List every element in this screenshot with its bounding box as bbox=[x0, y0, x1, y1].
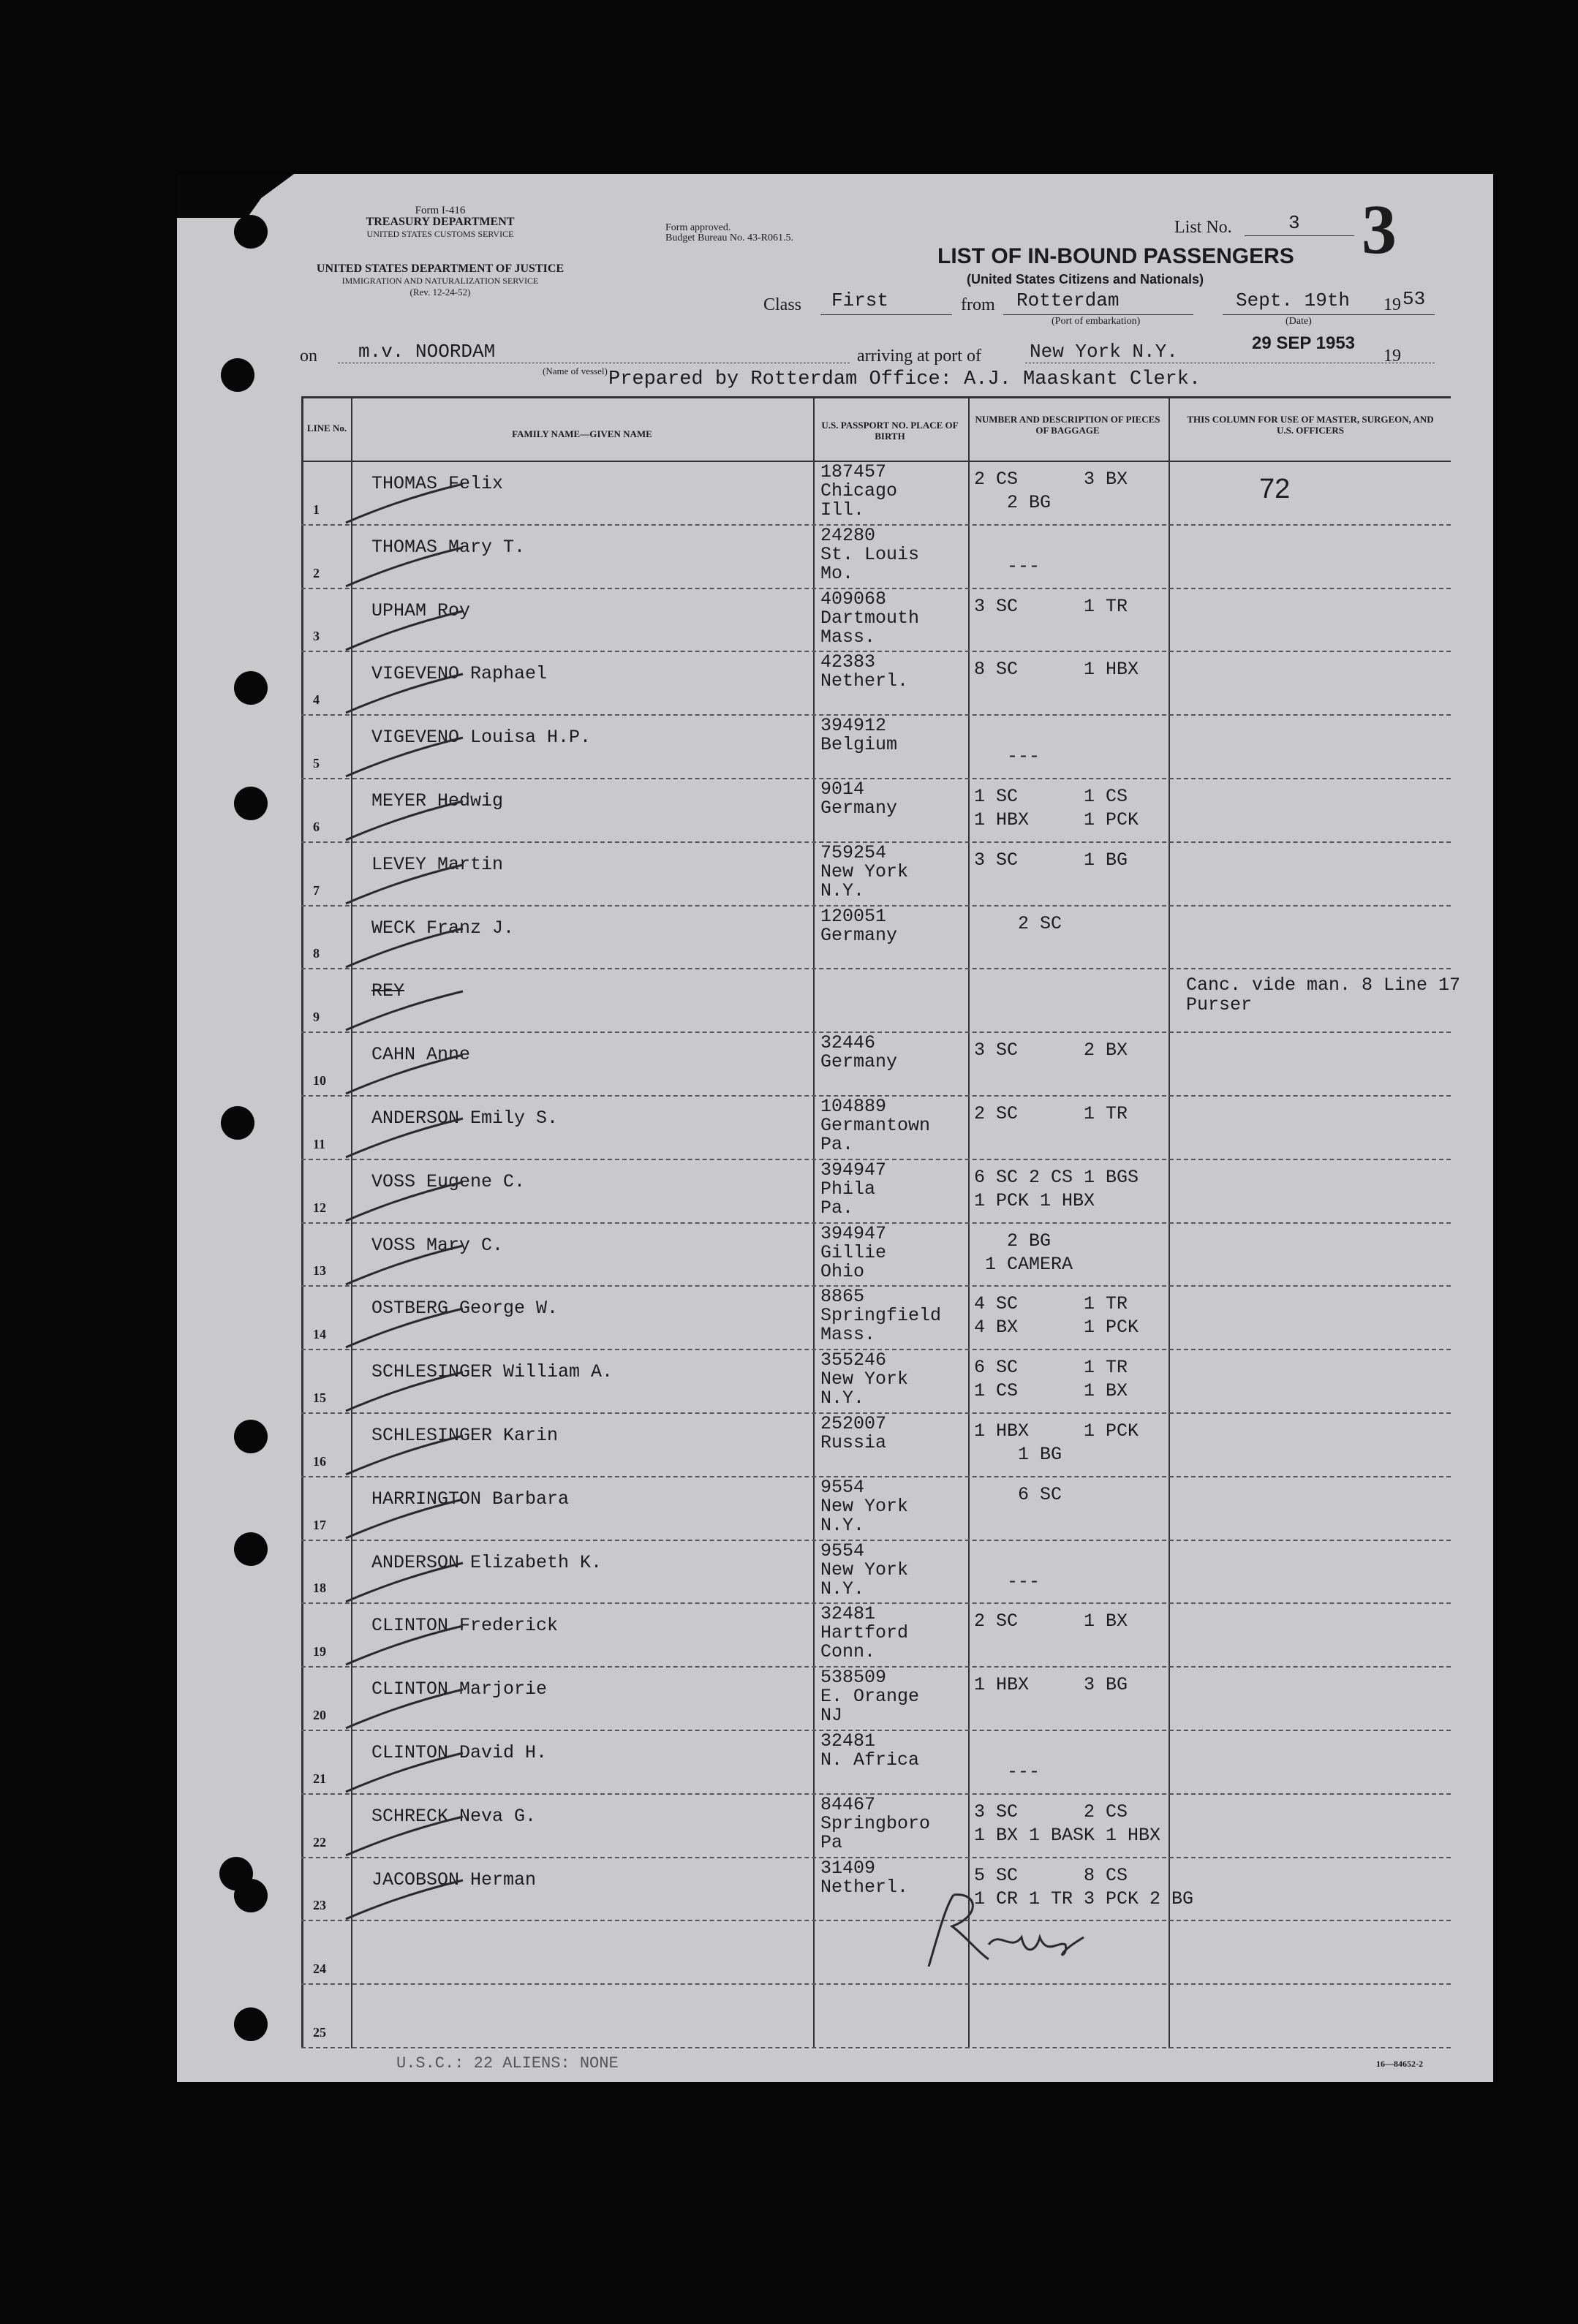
arrival-port: New York N.Y. bbox=[1030, 341, 1178, 363]
birthplace-line2: N.Y. bbox=[820, 1388, 865, 1409]
passport-number: 104889 bbox=[820, 1096, 887, 1117]
line-number: 5 bbox=[313, 756, 320, 771]
date-year: 53 bbox=[1403, 288, 1426, 310]
line-number: 1 bbox=[313, 501, 320, 517]
baggage-line1: 5 SC 8 CS bbox=[974, 1864, 1128, 1886]
binder-hole bbox=[221, 1106, 254, 1140]
line-number: 8 bbox=[313, 946, 320, 961]
check-mark-icon bbox=[342, 1879, 467, 1923]
birthplace-line1: N. Africa bbox=[820, 1749, 920, 1771]
check-mark-icon bbox=[342, 1117, 467, 1161]
line-number: 3 bbox=[313, 629, 320, 644]
check-mark-icon bbox=[342, 1371, 467, 1415]
passenger-name: REY bbox=[371, 980, 405, 1002]
row-divider bbox=[301, 1540, 1451, 1541]
check-mark-icon bbox=[342, 546, 467, 590]
passenger-name: WECK Franz J. bbox=[371, 917, 515, 939]
form-number: Form I-416 bbox=[415, 205, 466, 216]
prepared-by: Prepared by Rotterdam Office: A.J. Maaskant Clerk. bbox=[608, 368, 1201, 390]
officer-note: 72 bbox=[1259, 474, 1291, 504]
birthplace-line2: Ohio bbox=[820, 1260, 865, 1282]
date-year-prefix: 19 bbox=[1383, 295, 1401, 314]
line-number: 14 bbox=[313, 1327, 326, 1342]
binder-hole bbox=[234, 1420, 268, 1453]
passport-number: 394947 bbox=[820, 1159, 887, 1181]
passport-number: 394947 bbox=[820, 1222, 887, 1244]
line-number: 17 bbox=[313, 1517, 326, 1532]
line-number: 4 bbox=[313, 692, 320, 708]
birthplace-line1: Netherl. bbox=[820, 670, 909, 692]
passenger-name: VOSS Mary C. bbox=[371, 1234, 504, 1256]
binder-hole bbox=[234, 215, 268, 249]
baggage-line1: 1 HBX 1 PCK bbox=[974, 1420, 1139, 1442]
passenger-name: CLINTON David H. bbox=[371, 1742, 548, 1763]
line-number: 15 bbox=[313, 1390, 326, 1405]
column-header-passport: U.S. PASSPORT NO. PLACE OF BIRTH bbox=[821, 420, 959, 442]
line-number: 20 bbox=[313, 1708, 326, 1722]
passport-number: 8865 bbox=[820, 1286, 865, 1308]
passenger-name: OSTBERG George W. bbox=[371, 1298, 559, 1320]
birthplace-line2: N.Y. bbox=[820, 879, 865, 901]
form-approved: Form approved. bbox=[665, 222, 731, 233]
document-subtitle: (United States Citizens and Nationals) bbox=[967, 272, 1204, 287]
birthplace-line1: New York bbox=[820, 860, 909, 882]
baggage-line1: 6 SC 2 CS 1 BGS bbox=[974, 1166, 1139, 1188]
row-divider bbox=[301, 1983, 1451, 1985]
binder-hole bbox=[234, 787, 268, 820]
baggage-line2: 1 CR 1 TR 3 PCK 2 BG bbox=[974, 1888, 1194, 1909]
row-divider bbox=[301, 1476, 1451, 1477]
column-header-baggage: NUMBER AND DESCRIPTION OF PIECES OF BAGGAGE bbox=[975, 414, 1160, 436]
binder-hole bbox=[234, 2007, 268, 2041]
baggage-line1: 2 SC 1 TR bbox=[974, 1103, 1128, 1124]
footer-summary: U.S.C.: 22 ALIENS: NONE bbox=[396, 2054, 619, 2073]
birthplace-line1: St. Louis bbox=[820, 543, 920, 565]
check-mark-icon bbox=[342, 673, 467, 716]
birthplace-line1: Chicago bbox=[820, 480, 898, 501]
line-number: 19 bbox=[313, 1644, 326, 1659]
baggage-line1: 3 SC 2 BX bbox=[974, 1040, 1128, 1061]
check-mark-icon bbox=[342, 1244, 467, 1288]
baggage-line1: 1 SC 1 CS bbox=[974, 786, 1128, 807]
signature bbox=[908, 1886, 1098, 1977]
print-code: 16—84652-2 bbox=[1376, 2059, 1423, 2069]
passenger-name: VIGEVENO Louisa H.P. bbox=[371, 727, 592, 749]
line-number: 18 bbox=[313, 1581, 326, 1596]
check-mark-icon bbox=[342, 1434, 467, 1478]
birthplace-line1: Belgium bbox=[820, 734, 898, 756]
birthplace-line1: Phila bbox=[820, 1178, 876, 1200]
binder-hole bbox=[234, 1879, 268, 1912]
check-mark-icon bbox=[342, 990, 467, 1034]
passport-number: 394912 bbox=[820, 715, 887, 737]
passenger-name: ANDERSON Emily S. bbox=[371, 1108, 559, 1129]
baggage-line1: 4 SC 1 TR bbox=[974, 1293, 1128, 1315]
baggage-line2: --- bbox=[974, 555, 1041, 577]
binder-hole bbox=[234, 1532, 268, 1566]
date-value: Sept. 19th bbox=[1236, 289, 1351, 311]
baggage-line1: 6 SC 1 TR bbox=[974, 1357, 1128, 1379]
line-number: 16 bbox=[313, 1453, 326, 1469]
check-mark-icon bbox=[342, 1562, 467, 1605]
passport-number: 9554 bbox=[820, 1540, 865, 1562]
revision-label: (Rev. 12-24-52) bbox=[409, 287, 471, 298]
baggage-line2: 1 BX 1 BASK 1 HBX bbox=[974, 1824, 1161, 1846]
line-number: 24 bbox=[313, 1961, 326, 1977]
column-header-line-no: LINE No. bbox=[306, 423, 347, 434]
passport-number: 9014 bbox=[820, 779, 865, 800]
birthplace-line1: Germany bbox=[820, 1051, 898, 1073]
baggage-line1: 2 SC bbox=[974, 912, 1062, 934]
check-mark-icon bbox=[342, 1181, 467, 1225]
birthplace-line2: Mass. bbox=[820, 626, 876, 648]
class-value: First bbox=[831, 289, 889, 311]
passenger-name: UPHAM Roy bbox=[371, 599, 471, 621]
passenger-name: SCHLESINGER Karin bbox=[371, 1425, 559, 1446]
passenger-name: CLINTON Marjorie bbox=[371, 1678, 548, 1700]
justice-label: UNITED STATES DEPARTMENT OF JUSTICE bbox=[316, 262, 565, 275]
passenger-name: SCHLESINGER William A. bbox=[371, 1361, 614, 1383]
row-divider bbox=[301, 1857, 1451, 1858]
signature-scribble bbox=[908, 1886, 1098, 1974]
baggage-line2: 4 BX 1 PCK bbox=[974, 1317, 1139, 1339]
birthplace-line1: New York bbox=[820, 1559, 909, 1581]
passenger-name: VOSS Eugene C. bbox=[371, 1170, 526, 1192]
line-number: 2 bbox=[313, 565, 320, 580]
line-number: 6 bbox=[313, 819, 320, 834]
baggage-line2: 2 BG bbox=[974, 492, 1052, 513]
check-mark-icon bbox=[342, 736, 467, 780]
line-number: 7 bbox=[313, 882, 320, 898]
officer-note: Canc. vide man. 8 Line 17 Purser bbox=[1186, 974, 1461, 1016]
birthplace-line1: Germany bbox=[820, 924, 898, 946]
line-number: 23 bbox=[313, 1898, 326, 1913]
passport-number: 252007 bbox=[820, 1413, 887, 1434]
baggage-line1: 8 SC 1 HBX bbox=[974, 659, 1139, 681]
birthplace-line2: N.Y. bbox=[820, 1514, 865, 1536]
passenger-name: LEVEY Martin bbox=[371, 853, 504, 875]
birthplace-line2: Conn. bbox=[820, 1641, 876, 1663]
row-divider bbox=[301, 1793, 1451, 1795]
line-number: 13 bbox=[313, 1263, 326, 1279]
arrival-date-stamp: 29 SEP 1953 bbox=[1252, 333, 1356, 353]
column-header-officers: THIS COLUMN FOR USE OF MASTER, SURGEON, AND U.S. OFFICERS bbox=[1187, 414, 1434, 436]
birthplace-line1: New York bbox=[820, 1495, 909, 1517]
passenger-name: SCHRECK Neva G. bbox=[371, 1805, 537, 1827]
row-divider bbox=[301, 1920, 1451, 1921]
passport-number: 32481 bbox=[820, 1603, 876, 1625]
list-no-value: 3 bbox=[1288, 212, 1300, 234]
row-divider bbox=[301, 1730, 1451, 1731]
from-label: from bbox=[961, 295, 995, 314]
passport-number: 409068 bbox=[820, 588, 887, 610]
baggage-line2: --- bbox=[974, 1761, 1041, 1782]
check-mark-icon bbox=[342, 482, 467, 526]
passenger-name: JACOBSON Herman bbox=[371, 1869, 537, 1890]
passport-number: 759254 bbox=[820, 841, 887, 863]
on-label: on bbox=[300, 347, 317, 366]
passenger-name: VIGEVENO Raphael bbox=[371, 663, 548, 685]
passport-number: 187457 bbox=[820, 461, 887, 482]
row-divider bbox=[301, 524, 1451, 526]
birthplace-line1: Hartford bbox=[820, 1622, 909, 1644]
line-number: 10 bbox=[313, 1073, 326, 1088]
manifest-page bbox=[177, 174, 1493, 2082]
passport-number: 9554 bbox=[820, 1476, 865, 1498]
vessel-caption: (Name of vessel) bbox=[543, 366, 608, 376]
line-number: 9 bbox=[313, 1010, 320, 1025]
check-mark-icon bbox=[342, 863, 467, 907]
binder-hole bbox=[234, 671, 268, 705]
check-mark-icon bbox=[342, 1498, 467, 1542]
line-number: 25 bbox=[313, 2025, 326, 2040]
birthplace-line1: Germantown bbox=[820, 1115, 931, 1136]
baggage-line1: 6 SC bbox=[974, 1483, 1062, 1505]
passport-number: 84467 bbox=[820, 1793, 876, 1815]
passenger-name: THOMAS Mary T. bbox=[371, 536, 526, 558]
birthplace-line2: Pa bbox=[820, 1831, 843, 1853]
passenger-name: MEYER Hedwig bbox=[371, 790, 504, 811]
passport-number: 42383 bbox=[820, 651, 876, 673]
birthplace-line2: N.Y. bbox=[820, 1578, 865, 1600]
line-number: 11 bbox=[313, 1136, 326, 1151]
passport-number: 31409 bbox=[820, 1857, 876, 1879]
arrival-year-prefix: 19 bbox=[1383, 347, 1401, 366]
passenger-name: HARRINGTON Barbara bbox=[371, 1488, 570, 1510]
row-divider bbox=[301, 2047, 1451, 2048]
birthplace-line2: Pa. bbox=[820, 1197, 854, 1219]
date-caption: (Date) bbox=[1286, 316, 1312, 327]
row-divider bbox=[301, 1285, 1451, 1287]
baggage-line2: 1 PCK 1 HBX bbox=[974, 1189, 1095, 1211]
document-title: LIST OF IN-BOUND PASSENGERS bbox=[937, 244, 1294, 268]
passport-number: 32481 bbox=[820, 1730, 876, 1752]
row-divider bbox=[301, 1032, 1451, 1033]
baggage-line1: 2 BG bbox=[974, 1230, 1052, 1252]
birthplace-line1: New York bbox=[820, 1369, 909, 1390]
birthplace-line2: Ill. bbox=[820, 499, 865, 521]
passport-number: 24280 bbox=[820, 524, 876, 546]
from-value: Rotterdam bbox=[1016, 289, 1120, 311]
line-number: 22 bbox=[313, 1834, 326, 1850]
birthplace-line1: Gillie bbox=[820, 1241, 887, 1263]
baggage-line2: --- bbox=[974, 1570, 1041, 1592]
budget-number: Budget Bureau No. 43-R061.5. bbox=[665, 232, 793, 243]
baggage-line1: 3 SC 2 CS bbox=[974, 1801, 1128, 1823]
list-no-label: List No. bbox=[1174, 218, 1232, 237]
check-mark-icon bbox=[342, 610, 467, 654]
birthplace-line1: Springfield bbox=[820, 1305, 942, 1327]
baggage-line2: 1 CAMERA bbox=[974, 1253, 1073, 1275]
row-divider bbox=[301, 1602, 1451, 1604]
passport-number: 120051 bbox=[820, 905, 887, 927]
passenger-name: CLINTON Frederick bbox=[371, 1615, 559, 1637]
stamped-list-number: 3 bbox=[1362, 190, 1397, 268]
baggage-line1: 1 HBX 3 BG bbox=[974, 1674, 1128, 1696]
line-number: 12 bbox=[313, 1200, 326, 1215]
binder-hole bbox=[221, 358, 254, 392]
check-mark-icon bbox=[342, 1688, 467, 1732]
row-divider bbox=[301, 651, 1451, 652]
passenger-name: THOMAS Felix bbox=[371, 473, 504, 494]
passenger-name: ANDERSON Elizabeth K. bbox=[371, 1551, 603, 1573]
torn-corner bbox=[177, 174, 294, 218]
row-divider bbox=[301, 968, 1451, 969]
column-header-name: FAMILY NAME—GIVEN NAME bbox=[512, 428, 652, 439]
treasury-label: TREASURY DEPARTMENT bbox=[366, 216, 515, 228]
passport-number: 355246 bbox=[820, 1350, 887, 1371]
check-mark-icon bbox=[342, 1815, 467, 1859]
birthplace-line1: Dartmouth bbox=[820, 607, 920, 629]
baggage-line1: 3 SC 1 TR bbox=[974, 595, 1128, 617]
birthplace-line1: Springboro bbox=[820, 1812, 931, 1834]
baggage-line2: 1 HBX 1 PCK bbox=[974, 809, 1139, 830]
customs-label: UNITED STATES CUSTOMS SERVICE bbox=[366, 229, 514, 239]
baggage-line1: 3 SC 1 BG bbox=[974, 849, 1128, 871]
check-mark-icon bbox=[342, 800, 467, 844]
birthplace-line2: Mo. bbox=[820, 562, 854, 584]
baggage-line2: 1 BG bbox=[974, 1444, 1062, 1465]
check-mark-icon bbox=[342, 1053, 467, 1097]
check-mark-icon bbox=[342, 1752, 467, 1795]
baggage-line2: --- bbox=[974, 746, 1041, 768]
check-mark-icon bbox=[342, 1624, 467, 1668]
birthplace-line1: Netherl. bbox=[820, 1876, 909, 1898]
birthplace-line1: E. Orange bbox=[820, 1686, 920, 1708]
baggage-line2: 1 CS 1 BX bbox=[974, 1380, 1128, 1402]
line-number: 21 bbox=[313, 1771, 326, 1786]
birthplace-line2: NJ bbox=[820, 1705, 843, 1727]
check-mark-icon bbox=[342, 927, 467, 971]
immigration-label: IMMIGRATION AND NATURALIZATION SERVICE bbox=[341, 276, 539, 286]
arriving-label: arriving at port of bbox=[857, 347, 981, 366]
vessel-name: m.v. NOORDAM bbox=[358, 341, 496, 363]
passport-number: 32446 bbox=[820, 1032, 876, 1054]
row-divider bbox=[301, 778, 1451, 779]
birthplace-line1: Germany bbox=[820, 798, 898, 819]
birthplace-line1: Russia bbox=[820, 1432, 887, 1453]
passenger-name: CAHN Anne bbox=[371, 1044, 471, 1066]
birthplace-line2: Mass. bbox=[820, 1324, 876, 1346]
baggage-line1: 2 CS 3 BX bbox=[974, 469, 1128, 490]
port-caption: (Port of embarkation) bbox=[1052, 316, 1141, 327]
class-label: Class bbox=[763, 295, 802, 314]
check-mark-icon bbox=[342, 1307, 467, 1351]
passport-number: 538509 bbox=[820, 1667, 887, 1689]
birthplace-line2: Pa. bbox=[820, 1134, 854, 1155]
baggage-line1: 2 SC 1 BX bbox=[974, 1610, 1128, 1632]
